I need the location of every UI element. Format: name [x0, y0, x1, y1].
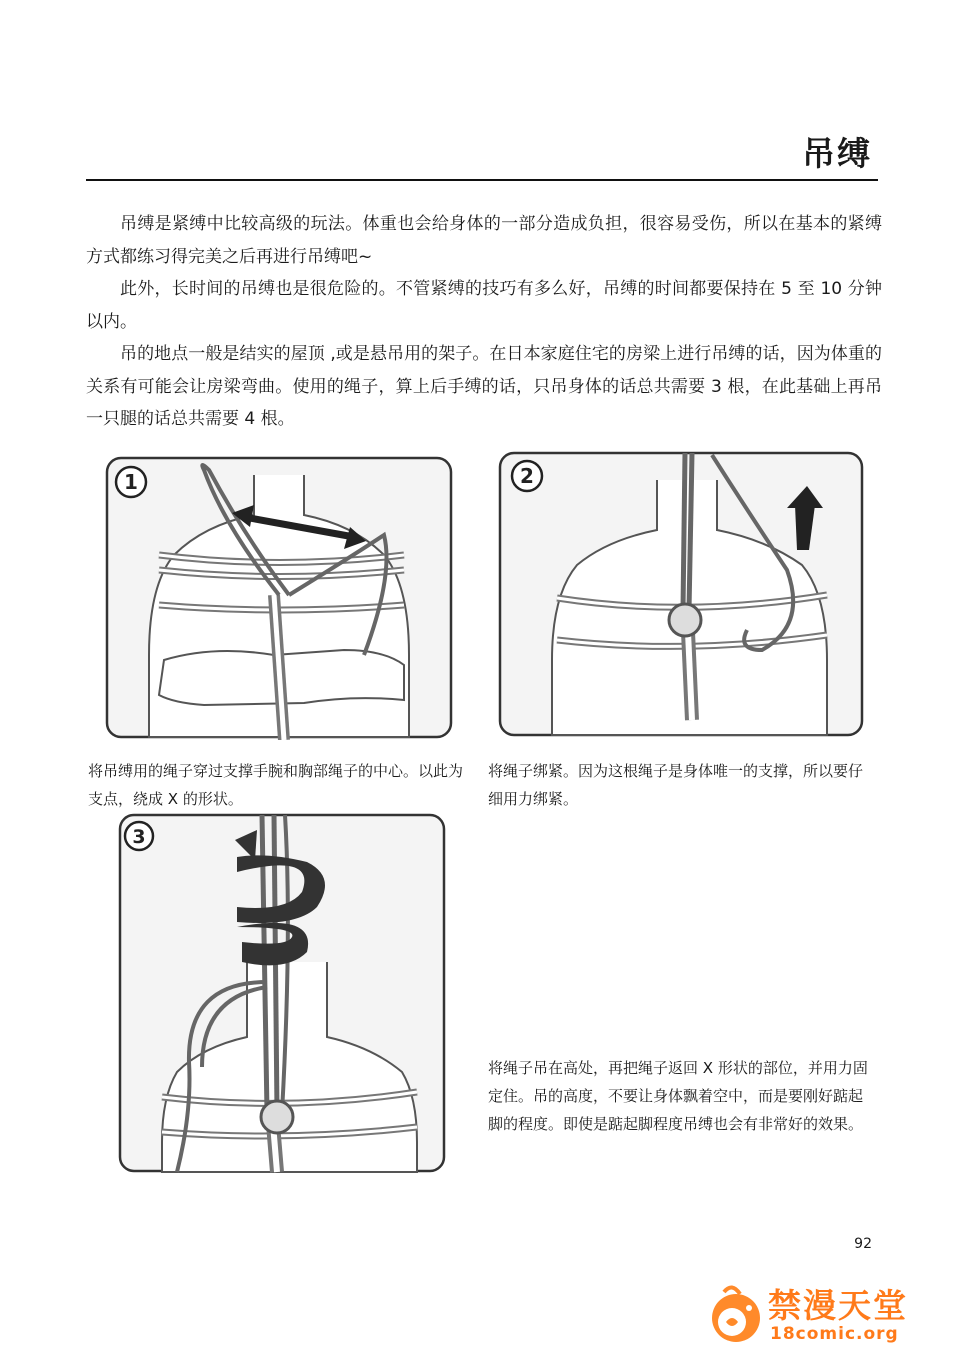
figure-2-number: 2: [520, 464, 534, 488]
paragraph: 吊的地点一般是结实的屋顶 ,或是悬吊用的架子。在日本家庭住宅的房梁上进行吊缚的话，因为体重的关系有可能会让房梁弯曲。使用的绳子，算上后手缚的话，只吊身体的话总共需要 3 根，在此基础上再吊一只腿的话总共需要 4 根。: [86, 344, 882, 429]
page-number: 92: [854, 1236, 872, 1252]
figure-3-number: 3: [132, 826, 146, 848]
figure-1-illustration: [104, 455, 454, 740]
paragraph: 吊缚是紧缚中比较高级的玩法。体重也会给身体的一部分造成负担，很容易受伤，所以在基本的紧缚方式都练习得完美之后再进行吊缚吧~: [86, 214, 882, 267]
watermark-logo: [704, 1278, 934, 1350]
figure-3-illustration: [117, 812, 447, 1174]
intro-text: [86, 208, 882, 436]
paragraph: 此外，长时间的吊缚也是很危险的。不管紧缚的技巧有多么好，吊缚的时间都要保持在 5 至 10 分钟以内。: [86, 279, 882, 332]
watermark-name: 禁漫天堂: [768, 1286, 908, 1325]
watermark-url: 18comic.org: [770, 1324, 899, 1344]
figure-2-caption: 将绳子绑紧。因为这根绳子是身体唯一的支撑，所以要仔细用力绑紧。: [488, 762, 864, 808]
figure-1-caption: 将吊缚用的绳子穿过支撑手腕和胸部绳子的中心。以此为支点，绕成 X 的形状。: [88, 762, 464, 808]
figure-3-caption: 将绳子吊在高处，再把绳子返回 X 形状的部位，并用力固定住。吊的高度，不要让身体飘着空中，而是要刚好踮起脚的程度。即使是踮起脚程度吊缚也会有非常好的效果。: [488, 1059, 868, 1133]
figure-2-illustration: [497, 450, 867, 740]
page-title: 吊缚: [802, 134, 872, 173]
figure-1-number: 1: [124, 470, 138, 494]
mascot-icon: [704, 1278, 764, 1348]
title-underline: [86, 179, 878, 181]
